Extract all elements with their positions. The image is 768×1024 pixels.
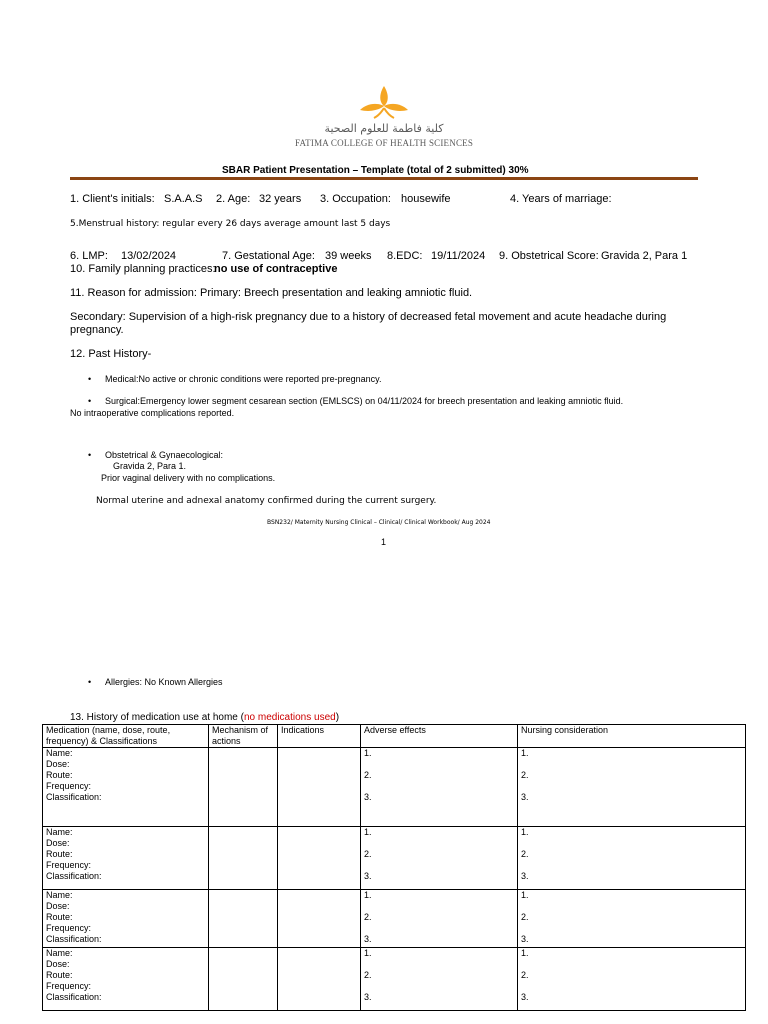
route-label: Route: [46,912,73,922]
secondary-reason-line2: pregnancy. [70,324,124,336]
age-value: 32 years [259,193,302,205]
page-number: 1 [381,537,387,547]
num-1: 1. [364,748,372,758]
mechanism-cell[interactable] [209,948,278,1011]
frequency-label: Frequency: [46,923,92,933]
col-nursing-consideration: Nursing consideration [518,725,746,748]
ga-label: 7. Gestational Age: [222,250,315,262]
num-3: 3. [364,792,372,802]
num-2: 2. [364,970,372,980]
route-label: Route: [46,770,73,780]
num-1: 1. [521,748,529,758]
num-3: 3. [364,871,372,881]
num-1: 1. [364,827,372,837]
classification-label: Classification: [46,871,102,881]
frequency-label: Frequency: [46,981,92,991]
obs-gyn-line2: Prior vaginal delivery with no complications. [101,473,276,483]
name-label: Name: [46,948,73,958]
adverse-effects-cell[interactable] [361,890,518,948]
num-3: 3. [364,992,372,1002]
occupation-value: housewife [401,193,451,205]
num-3: 3. [521,792,529,802]
dose-label: Dose: [46,759,70,769]
logo-english-text: FATIMA COLLEGE OF HEALTH SCIENCES [294,138,474,148]
menstrual-history: 5.Menstrual history: regular every 26 days average amount last 5 days [70,219,391,229]
indications-cell[interactable] [278,948,361,1011]
num-2: 2. [521,770,529,780]
medication-cell [43,890,209,948]
adverse-effects-cell[interactable] [361,748,518,827]
table-header-row [43,725,746,748]
lmp-value: 13/02/2024 [121,250,177,262]
obs-gyn-line1: Gravida 2, Para 1. [113,461,187,471]
indications-cell[interactable] [278,827,361,890]
nursing-consideration-cell[interactable] [518,890,746,948]
medication-table [42,724,746,1011]
family-planning-value: no use of contraceptive [214,263,338,275]
medication-heading-note: no medications used [243,712,336,723]
reason-admission: 11. Reason for admission: Primary: Breech presentation and leaking amniotic fluid. [70,287,473,299]
num-2: 2. [521,970,529,980]
nursing-consideration-cell[interactable] [518,748,746,827]
medication-heading [70,712,339,723]
name-label: Name: [46,748,73,758]
secondary-reason-line1: Secondary: Supervision of a high-risk pregnancy due to a history of decreased fetal movement and acute headache during [70,311,667,323]
surgical-history: Surgical:Emergency lower segment cesarean section (EMLSCS) on 04/11/2024 for breech presentation and leaking amniotic fluid. [105,396,624,406]
classification-label: Classification: [46,934,102,944]
num-2: 2. [364,770,372,780]
name-label: Name: [46,890,73,900]
past-history-heading: 12. Past History- [70,348,152,360]
initials-label: 1. Client's initials: [70,193,155,205]
medication-cell [43,827,209,890]
footer-course: BSN232/ Maternity Nursing Clinical – Clinical/ Clinical Workbook/ Aug 2024 [267,519,491,526]
family-planning-label: 10. Family planning practices: [70,263,216,275]
mechanism-cell[interactable] [209,890,278,948]
adverse-effects-cell[interactable] [361,827,518,890]
flower-logo-icon [288,84,480,124]
col-medication: Medication (name, dose, route, frequency) & Classifications [43,725,209,748]
occupation-label: 3. Occupation: [320,193,391,205]
adverse-effects-cell[interactable] [361,948,518,1011]
col-adverse-effects: Adverse effects [361,725,518,748]
num-2: 2. [521,912,529,922]
col-mechanism: Mechanism of actions [209,725,278,748]
medication-cell [43,948,209,1011]
num-2: 2. [364,849,372,859]
obs-score-label: 9. Obstetrical Score: [499,250,599,262]
num-1: 1. [521,890,529,900]
num-2: 2. [521,849,529,859]
nursing-consideration-cell[interactable] [518,948,746,1011]
classification-label: Classification: [46,992,102,1002]
num-3: 3. [364,934,372,944]
age-label: 2. Age: [216,193,251,205]
marriage-label: 4. Years of marriage: [510,193,612,205]
surgical-history-line2: No intraoperative complications reported. [70,408,235,418]
medication-heading-text: 13. History of medication use at home ( [70,712,244,723]
dose-label: Dose: [46,959,70,969]
allergies: Allergies: No Known Allergies [105,677,223,687]
obs-score-value: Gravida 2, Para 1 [601,250,688,262]
edc-value: 19/11/2024 [431,250,486,262]
num-3: 3. [521,992,529,1002]
title-rule [70,177,698,180]
indications-cell[interactable] [278,890,361,948]
obs-gyn-line3: Normal uterine and adnexal anatomy confirmed during the current surgery. [96,496,437,506]
medication-heading-end: ) [335,712,340,723]
mechanism-cell[interactable] [209,748,278,827]
obs-gyn-heading: Obstetrical & Gynaecological: [105,450,224,460]
route-label: Route: [46,970,73,980]
bullet-obs-gyn [105,450,223,460]
num-1: 1. [364,890,372,900]
logo-arabic-text: كلية فاطمة للعلوم الصحية [324,122,444,135]
nursing-consideration-cell[interactable] [518,827,746,890]
edc-label: 8.EDC: [387,250,423,262]
dose-label: Dose: [46,838,70,848]
table-row [43,827,746,890]
classification-label: Classification: [46,792,102,802]
dose-label: Dose: [46,901,70,911]
medical-history: Medical:No active or chronic conditions were reported pre-pregnancy. [105,374,382,384]
num-1: 1. [521,948,529,958]
frequency-label: Frequency: [46,781,92,791]
num-1: 1. [364,948,372,958]
num-1: 1. [521,827,529,837]
table-row [43,890,746,948]
table-row [43,748,746,827]
name-label: Name: [46,827,73,837]
num-3: 3. [521,871,529,881]
college-logo [288,84,480,150]
ga-value: 39 weeks [325,250,372,262]
num-3: 3. [521,934,529,944]
lmp-label: 6. LMP: [70,250,108,262]
frequency-label: Frequency: [46,860,92,870]
bullet-surgical [105,396,623,406]
table-row [43,948,746,1011]
indications-cell[interactable] [278,748,361,827]
num-2: 2. [364,912,372,922]
route-label: Route: [46,849,73,859]
medication-cell [43,748,209,827]
mechanism-cell[interactable] [209,827,278,890]
col-indications: Indications [278,725,361,748]
bullet-allergies [105,677,223,687]
bullet-medical [105,374,381,384]
initials-value: S.A.A.S [164,193,203,205]
page-title: SBAR Patient Presentation – Template (total of 2 submitted) 30% [222,165,529,176]
